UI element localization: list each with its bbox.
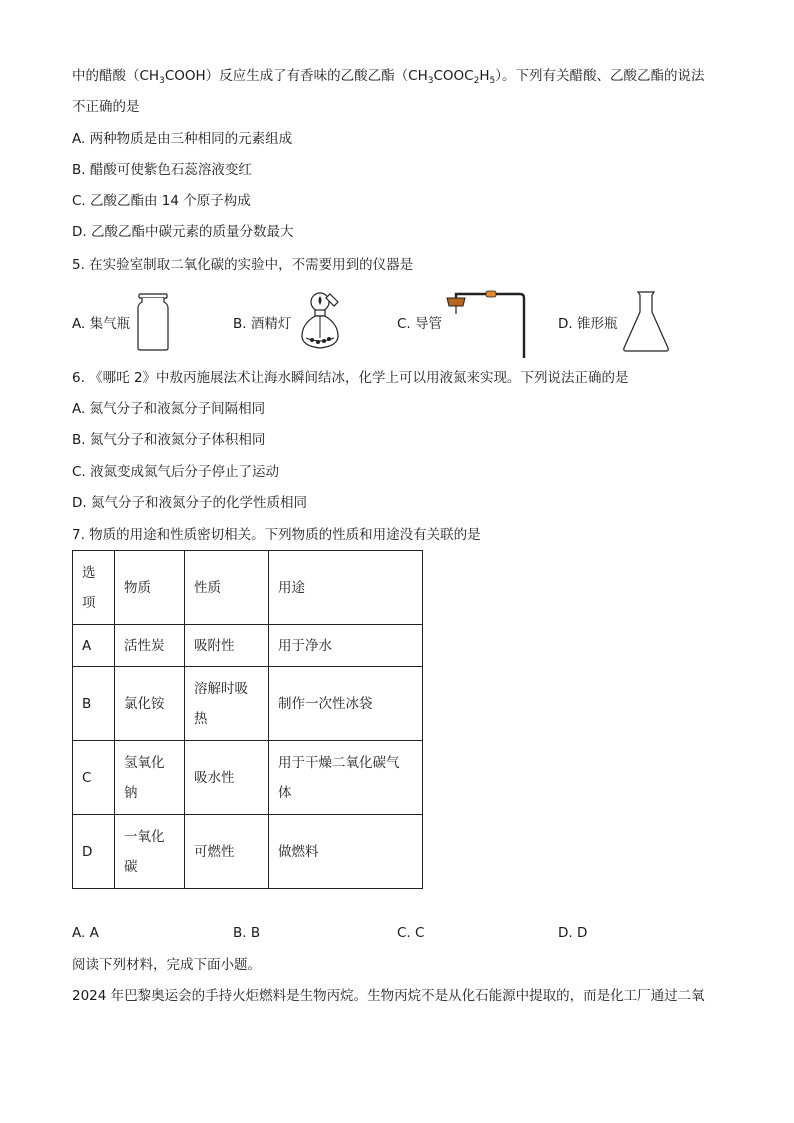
cell-substance: 活性炭 — [115, 625, 185, 667]
header-property: 性质 — [185, 551, 269, 625]
cell-use: 做燃料 — [269, 815, 423, 889]
cell-use: 用于干燥二氧化碳气 体 — [269, 741, 423, 815]
cell-property: 吸水性 — [185, 741, 269, 815]
gas-jar-icon — [133, 292, 173, 352]
delivery-tube-icon — [444, 286, 530, 362]
table-row — [73, 667, 423, 741]
cell-property: 溶解时吸 热 — [185, 667, 269, 741]
material-text: 2024 年巴黎奥运会的手持火炬燃料是生物丙烷。生物丙烷不是从化石能源中提取的，而是化工厂通过二氧 — [72, 988, 705, 1004]
q7-answer-b[interactable]: B. B — [233, 925, 261, 941]
header-use: 用途 — [269, 551, 423, 625]
q5-option-a-label[interactable]: A. 集气瓶 — [72, 316, 131, 332]
q6-option-d[interactable]: D. 氮气分子和液氮分子的化学性质相同 — [72, 495, 307, 511]
q7-answer-d[interactable]: D. D — [558, 925, 588, 941]
cell-property: 吸附性 — [185, 625, 269, 667]
alcohol-lamp-icon — [298, 290, 354, 352]
cell-option: D — [73, 815, 115, 889]
q4-stem-line-1: 中的醋酸$(CH_3COOH)$反应生成了有香味的乙酸乙酯$(CH_3COOC_2H_5)$。下列有关醋酸、乙酸乙酯的说法 — [72, 68, 705, 86]
material-prompt: 阅读下列材料，完成下面小题。 — [72, 957, 261, 973]
q4-option-d[interactable]: D. 乙酸乙酯中碳元素的质量分数最大 — [72, 224, 294, 240]
q4-option-c[interactable]: C. 乙酸乙酯由 14 个原子构成 — [72, 193, 251, 209]
q7-answer-a[interactable]: A. A — [72, 925, 99, 941]
q5-option-b-label[interactable]: B. 酒精灯 — [233, 316, 292, 332]
header-substance: 物质 — [115, 551, 185, 625]
cell-use: 用于净水 — [269, 625, 423, 667]
q6-option-b[interactable]: B. 氮气分子和液氮分子体积相同 — [72, 432, 266, 448]
table-row — [73, 741, 423, 815]
q5-options — [0, 286, 794, 366]
cell-substance: 氯化铵 — [115, 667, 185, 741]
q6-stem: 6. 《哪吒 2》中敖丙施展法术让海水瞬间结冰，化学上可以用液氮来实现。下列说法正确的是 — [72, 370, 629, 386]
cell-substance: 氢氧化 钠 — [115, 741, 185, 815]
conical-flask-icon — [620, 290, 672, 354]
q4-option-b[interactable]: B. 醋酸可使紫色石蕊溶液变红 — [72, 162, 252, 178]
table-row — [73, 815, 423, 889]
q4-option-a[interactable]: A. 两种物质是由三种相同的元素组成 — [72, 131, 293, 147]
table-header-row — [73, 551, 423, 625]
q7-stem: 7. 物质的用途和性质密切相关。下列物质的性质和用途没有关联的是 — [72, 527, 481, 543]
q7-answer-c[interactable]: C. C — [397, 925, 425, 941]
table-row — [73, 625, 423, 667]
cell-substance: 一氧化 碳 — [115, 815, 185, 889]
cell-option: C — [73, 741, 115, 815]
q5-stem: 5. 在实验室制取二氧化碳的实验中，不需要用到的仪器是 — [72, 257, 414, 273]
cell-use: 制作一次性冰袋 — [269, 667, 423, 741]
q5-option-c-label[interactable]: C. 导管 — [397, 316, 443, 332]
cell-option: B — [73, 667, 115, 741]
q5-option-d-label[interactable]: D. 锥形瓶 — [558, 316, 618, 332]
header-option: 选 项 — [73, 551, 115, 625]
q7-table — [72, 550, 423, 889]
cell-option: A — [73, 625, 115, 667]
q6-option-a[interactable]: A. 氮气分子和液氮分子间隔相同 — [72, 401, 266, 417]
q6-option-c[interactable]: C. 液氮变成氮气后分子停止了运动 — [72, 464, 280, 480]
cell-property: 可燃性 — [185, 815, 269, 889]
q4-stem-line-2: 不正确的是 — [72, 99, 140, 115]
